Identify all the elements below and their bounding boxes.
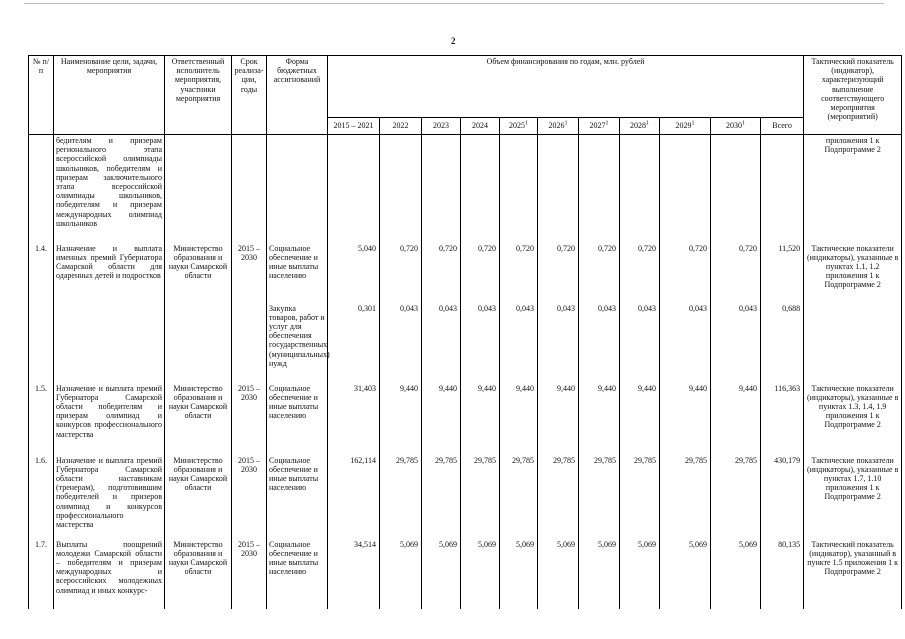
row-executor: Министерство образования и науки Самарской области [165, 455, 232, 539]
row-value: 5,069 [500, 539, 538, 609]
year-header [620, 118, 660, 135]
row-value: 5,069 [579, 539, 620, 609]
row-value: 430,179 [761, 455, 804, 539]
row-executor: Министерство образования и науки Самарской области [165, 383, 232, 455]
row-value: 9,440 [538, 383, 579, 455]
header-num: № п/п [29, 56, 54, 135]
row-value: 9,440 [579, 383, 620, 455]
row-value: 0,043 [660, 303, 711, 383]
row-form: Социальное обеспечение и иные выплаты населению [267, 455, 328, 539]
table-header [29, 56, 902, 135]
row-value: 5,069 [422, 539, 461, 609]
row-value: 5,069 [711, 539, 761, 609]
row-value: 116,363 [761, 383, 804, 455]
row-value: 0,720 [660, 243, 711, 303]
row-value: 0,043 [461, 303, 500, 383]
cell-value [380, 135, 422, 243]
cell-value [711, 135, 761, 243]
row-name: Назначение и выплата премий Губернатора Самарской области наставникам (тренерам), подготовившим победителей и призеров олимпиад и конкурсов профессионального мастерства [54, 455, 165, 539]
table-row [29, 455, 902, 539]
year-label: 2026 [548, 121, 565, 131]
year-header [711, 118, 761, 135]
row-value: 29,785 [422, 455, 461, 539]
row-value: 0,043 [380, 303, 422, 383]
year-label: 2023 [433, 121, 449, 131]
table-row [29, 243, 902, 303]
row-value: 0,720 [500, 243, 538, 303]
year-footnote-mark: 1 [646, 120, 649, 127]
funding-table [28, 55, 902, 609]
header-term: Срок реализа-ции, годы [232, 56, 267, 135]
row-indicator: Тактический показатель (индикатор), указанный в пункте 1.5 приложения 1 к Подпрограмме 2 [804, 539, 902, 609]
row-value: 29,785 [380, 455, 422, 539]
row-num: 1.4. [29, 243, 54, 383]
row-num: 1.7. [29, 539, 54, 609]
year-label: Всего [772, 121, 792, 131]
year-label: 2024 [472, 121, 488, 131]
header-name: Наименование цели, задачи, мероприятия [54, 56, 165, 135]
cell-value [461, 135, 500, 243]
cell-term [232, 135, 267, 243]
year-footnote-mark: 1 [605, 120, 609, 127]
row-value: 9,440 [500, 383, 538, 455]
table-row [29, 383, 902, 455]
row-value: 0,688 [761, 303, 804, 383]
row-value: 9,440 [461, 383, 500, 455]
continuation-name: бедителям и призерам регионального этапа всероссийской олимпиады школьников, победителям и призерам заключительного этапа всероссийской олимпиады школьников, победителям и призерам международных олимпиад школьников [54, 135, 165, 243]
cell-form [267, 135, 328, 243]
row-form: Закупка товаров, работ и услуг для обеспечения государственных (муниципальных) нужд [267, 303, 328, 383]
row-value: 0,720 [461, 243, 500, 303]
cell-value [761, 135, 804, 243]
row-value: 0,043 [579, 303, 620, 383]
page-number: 2 [451, 36, 456, 46]
row-term: 2015 – 2030 [232, 455, 267, 539]
cell-value [660, 135, 711, 243]
row-value: 0,720 [579, 243, 620, 303]
cell-value [620, 135, 660, 243]
year-label: 2015 – 2021 [333, 121, 374, 131]
year-label: 2025 [509, 121, 525, 131]
year-label: 2027 [589, 121, 606, 131]
year-header [761, 118, 804, 135]
row-value: 5,069 [538, 539, 579, 609]
row-value: 0,720 [711, 243, 761, 303]
row-value: 29,785 [500, 455, 538, 539]
row-value: 29,785 [620, 455, 660, 539]
row-name: Назначение и выплата именных премий Губернатора Самарской области для одаренных детей и подростков [54, 243, 165, 383]
row-value: 0,043 [711, 303, 761, 383]
year-label: 2028 [630, 121, 646, 131]
cell-value [538, 135, 579, 243]
row-value: 9,440 [660, 383, 711, 455]
row-value: 29,785 [538, 455, 579, 539]
row-value: 29,785 [461, 455, 500, 539]
year-label: 2030 [726, 121, 742, 131]
row-value: 9,440 [380, 383, 422, 455]
continuation-indicator: приложения 1 к Подпрограмме 2 [804, 135, 902, 243]
year-footnote-mark: 1 [564, 120, 568, 127]
row-value: 0,720 [422, 243, 461, 303]
row-value: 5,069 [461, 539, 500, 609]
row-value: 80,135 [761, 539, 804, 609]
year-header [328, 118, 380, 135]
row-value: 0,720 [538, 243, 579, 303]
row-value: 0,043 [538, 303, 579, 383]
year-header [500, 118, 538, 135]
row-value: 5,069 [620, 539, 660, 609]
row-value: 162,114 [328, 455, 380, 539]
year-header [422, 118, 461, 135]
row-form: Социальное обеспечение и иные выплаты населению [267, 383, 328, 455]
row-executor: Министерство образования и науки Самарской области [165, 243, 232, 383]
year-header [579, 118, 620, 135]
continuation-row [29, 135, 902, 243]
header-indicator: Тактический показатель (индикатор), характеризующий выполнение соответствующего мероприятия (мероприятий) [804, 56, 902, 135]
year-header [660, 118, 711, 135]
row-indicator: Тактические показатели (индикаторы), указанные в пунктах 1.1, 1.2 приложения 1 к Подпрограмме 2 [804, 243, 902, 383]
year-header [461, 118, 500, 135]
row-value: 9,440 [422, 383, 461, 455]
year-header [538, 118, 579, 135]
row-value: 31,403 [328, 383, 380, 455]
row-indicator: Тактические показатели (индикаторы), указанные в пунктах 1.3, 1.4, 1.9 приложения 1 к Подпрограмме 2 [804, 383, 902, 455]
row-value: 9,440 [711, 383, 761, 455]
row-indicator: Тактические показатели (индикаторы), указанные в пунктах 1.7, 1.10 приложения 1 к Подпрограмме 2 [804, 455, 902, 539]
row-value: 0,720 [380, 243, 422, 303]
cell-executor [165, 135, 232, 243]
row-term: 2015 – 2030 [232, 243, 267, 383]
row-value: 0,301 [328, 303, 380, 383]
row-form: Социальное обеспечение и иные выплаты населению [267, 539, 328, 609]
header-executor: Ответственный исполнитель мероприятия, участники мероприятия [165, 56, 232, 135]
row-value: 5,040 [328, 243, 380, 303]
table-row [29, 539, 902, 609]
header-funding: Объем финансирования по годам, млн. рублей [328, 56, 804, 118]
cell-num [29, 135, 54, 243]
row-value: 0,720 [620, 243, 660, 303]
year-footnote-mark: 1 [691, 120, 695, 127]
row-term: 2015 – 2030 [232, 539, 267, 609]
year-footnote-mark: 1 [742, 120, 745, 127]
row-term: 2015 – 2030 [232, 383, 267, 455]
cell-value [328, 135, 380, 243]
row-value: 29,785 [579, 455, 620, 539]
row-name: Назначение и выплата премий Губернатора Самарской области победителям и призерам олимпиад и конкурсов профессионального мастерства [54, 383, 165, 455]
top-rule [24, 3, 884, 4]
row-value: 0,043 [422, 303, 461, 383]
row-num: 1.5. [29, 383, 54, 455]
row-value: 9,440 [620, 383, 660, 455]
table-body [29, 135, 902, 609]
row-value: 5,069 [380, 539, 422, 609]
year-label: 2022 [392, 121, 409, 131]
row-value: 34,514 [328, 539, 380, 609]
row-value: 5,069 [660, 539, 711, 609]
row-value: 0,043 [500, 303, 538, 383]
row-form: Социальное обеспечение и иные выплаты населению [267, 243, 328, 303]
year-label: 2029 [675, 121, 692, 131]
row-value: 11,520 [761, 243, 804, 303]
year-header [380, 118, 422, 135]
cell-value [422, 135, 461, 243]
row-value: 29,785 [660, 455, 711, 539]
cell-value [500, 135, 538, 243]
cell-value [579, 135, 620, 243]
year-footnote-mark: 1 [525, 120, 528, 127]
row-num: 1.6. [29, 455, 54, 539]
row-value: 0,043 [620, 303, 660, 383]
row-value: 29,785 [711, 455, 761, 539]
header-form: Форма бюджетных ассигнований [267, 56, 328, 135]
row-executor: Министерство образования и науки Самарской области [165, 539, 232, 609]
row-name: Выплаты поощрений молодежи Самарской области – победителям и призерам международных и всероссийских молодежных олимпиад и иных конкурс- [54, 539, 165, 609]
